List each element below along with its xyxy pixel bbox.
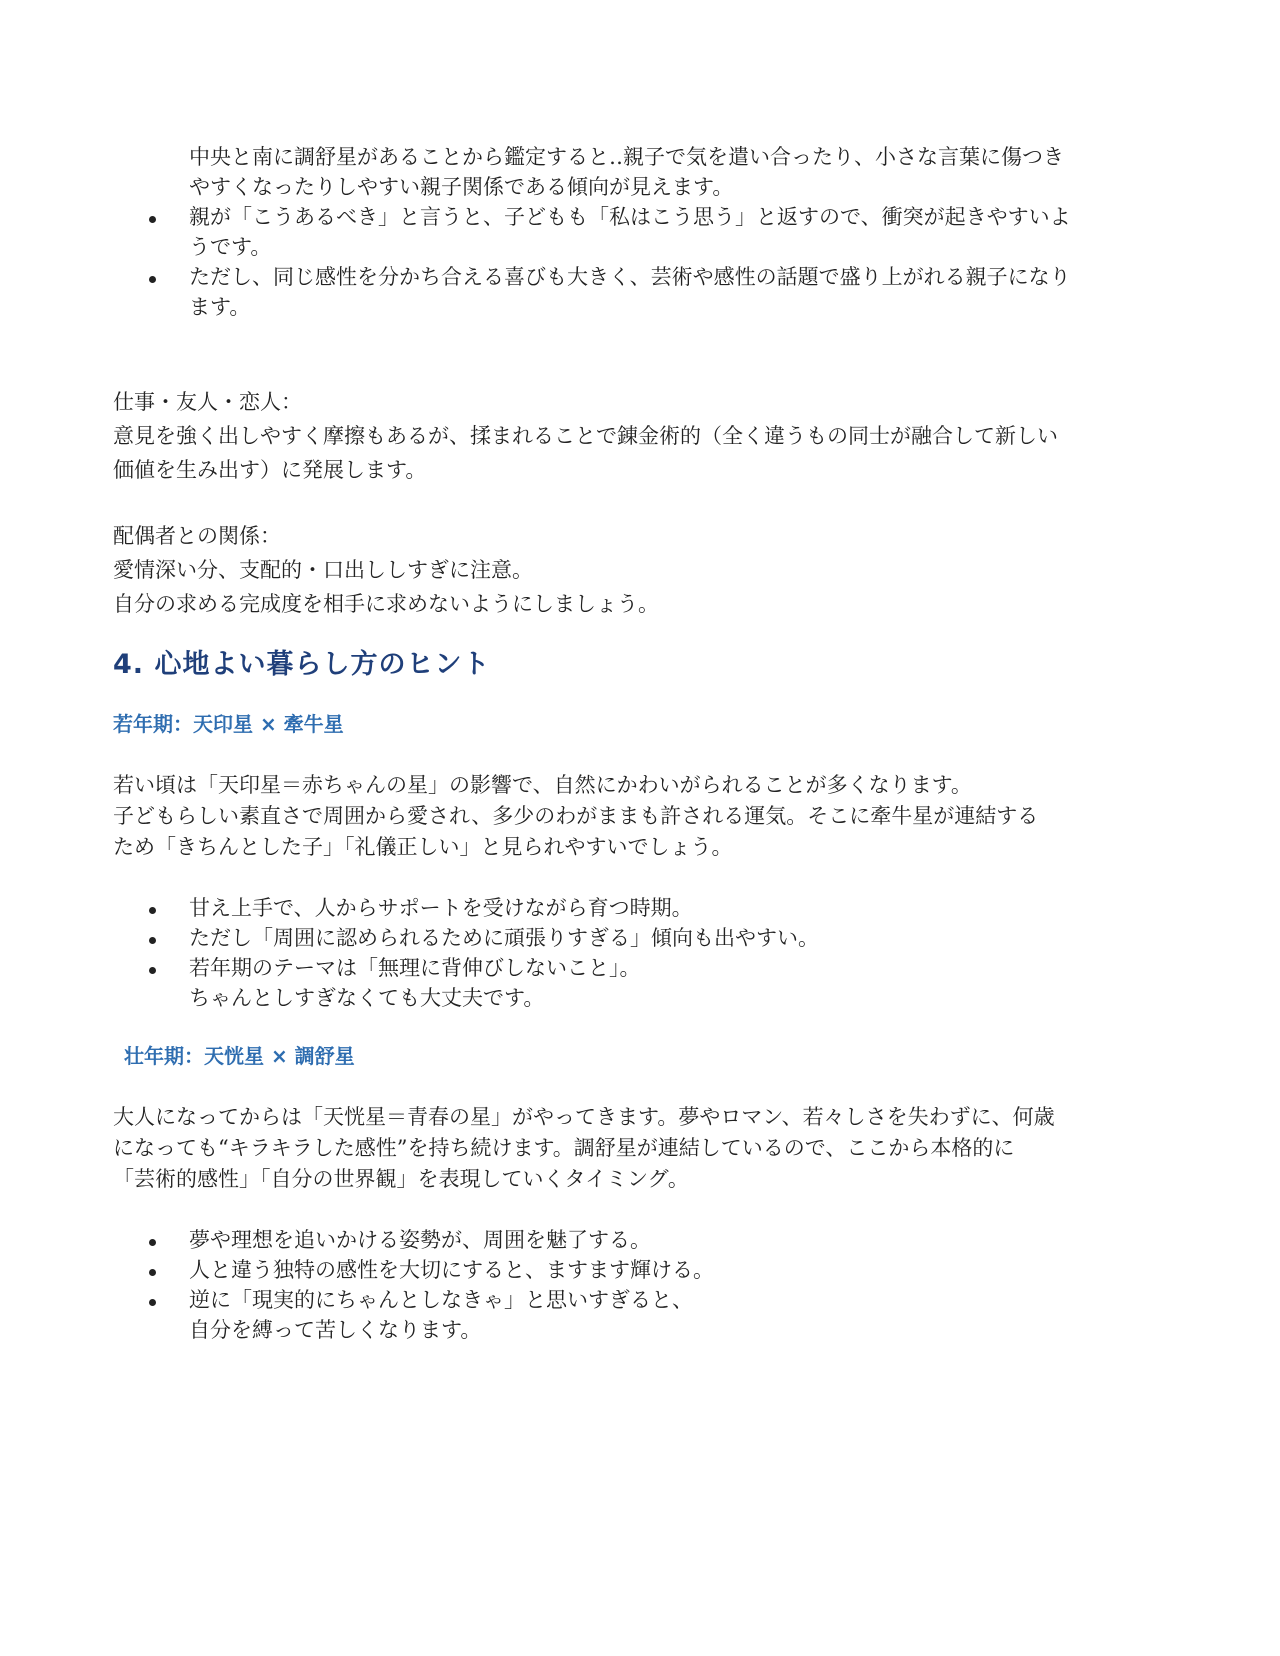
paragraph-line: 若い頃は「天印星＝赤ちゃんの星」の影響で、自然にかわいがられることが多くなります。 bbox=[113, 773, 972, 797]
paragraph-line: ため「きちんとした子」「礼儀正しい」と見られやすいでしょう。 bbox=[113, 835, 733, 859]
youth-period-title: 若年期：天印星 × 牽牛星 bbox=[113, 712, 344, 736]
bullet-icon bbox=[149, 1239, 156, 1246]
bullet-icon bbox=[149, 1269, 156, 1276]
section-label: 配偶者との関係： bbox=[113, 524, 281, 548]
list-item: 若年期のテーマは「無理に背伸びしないこと」。 ちゃんとしすぎなくても大丈夫です。 bbox=[113, 953, 1193, 1013]
list-item: 親が「こうあるべき」と言うと、子どもも「私はこう思う」と返すので、衝突が起きやすいよ うです。 bbox=[113, 202, 1193, 262]
bullet-icon bbox=[149, 907, 156, 914]
section-label: 仕事・友人・恋人： bbox=[113, 390, 302, 414]
list-item: 夢や理想を追いかける姿勢が、周囲を魅了する。 bbox=[113, 1225, 1193, 1255]
youth-paragraph bbox=[113, 770, 1173, 863]
work-relations-section bbox=[113, 385, 1173, 487]
bullet-icon bbox=[149, 1299, 156, 1306]
prime-bullets bbox=[113, 1225, 1193, 1345]
parent-child-intro bbox=[189, 142, 1149, 202]
prime-period-title: 壮年期：天恍星 × 調舒星 bbox=[124, 1044, 355, 1068]
paragraph-line: 子どもらしい素直さで周囲から愛され、多少のわがままも許される運気。そこに牽牛星が連結する bbox=[113, 804, 1039, 828]
bullet-icon bbox=[149, 967, 156, 974]
paragraph-line: 価値を生み出す）に発展します。 bbox=[113, 458, 427, 482]
paragraph-line: 大人になってからは「天恍星＝青春の星」がやってきます。夢やロマン、若々しさを失わずに、何歳 bbox=[113, 1105, 1055, 1129]
list-item: ただし、同じ感性を分かち合える喜びも大きく、芸術や感性の話題で盛り上がれる親子になり ます。 bbox=[113, 262, 1193, 322]
paragraph-line: 「芸術的感性」「自分の世界観」を表現していくタイミング。 bbox=[113, 1167, 689, 1191]
paragraph-line: 愛情深い分、支配的・口出ししすぎに注意。 bbox=[113, 558, 533, 582]
bullet-icon bbox=[149, 937, 156, 944]
paragraph-line: 自分の求める完成度を相手に求めないようにしましょう。 bbox=[113, 592, 659, 616]
list-item: 甘え上手で、人からサポートを受けながら育つ時期。 bbox=[113, 893, 1193, 923]
intro-line: やすくなったりしやすい親子関係である傾向が見えます。 bbox=[189, 175, 734, 199]
list-item: 逆に「現実的にちゃんとしなきゃ」と思いすぎると、 自分を縛って苦しくなります。 bbox=[113, 1285, 1193, 1345]
bullet-icon bbox=[149, 276, 156, 283]
parent-child-bullets bbox=[113, 202, 1193, 322]
list-item: ただし「周囲に認められるために頑張りすぎる」傾向も出やすい。 bbox=[113, 923, 1193, 953]
bullet-icon bbox=[149, 216, 156, 223]
youth-bullets bbox=[113, 893, 1193, 1013]
paragraph-line: 意見を強く出しやすく摩擦もあるが、揉まれることで錬金術的（全く違うもの同士が融合して新しい bbox=[113, 424, 1058, 448]
spouse-section bbox=[113, 519, 1173, 621]
prime-paragraph bbox=[113, 1102, 1173, 1195]
section-heading: 4. 心地よい暮らし方のヒント bbox=[113, 649, 491, 680]
intro-line: 中央と南に調舒星があることから鑑定すると‥親子で気を遣い合ったり、小さな言葉に傷つき bbox=[189, 145, 1065, 169]
list-item: 人と違う独特の感性を大切にすると、ますます輝ける。 bbox=[113, 1255, 1193, 1285]
paragraph-line: になっても“キラキラした感性”を持ち続けます。調舒星が連結しているので、ここから本格的に bbox=[113, 1136, 1015, 1160]
